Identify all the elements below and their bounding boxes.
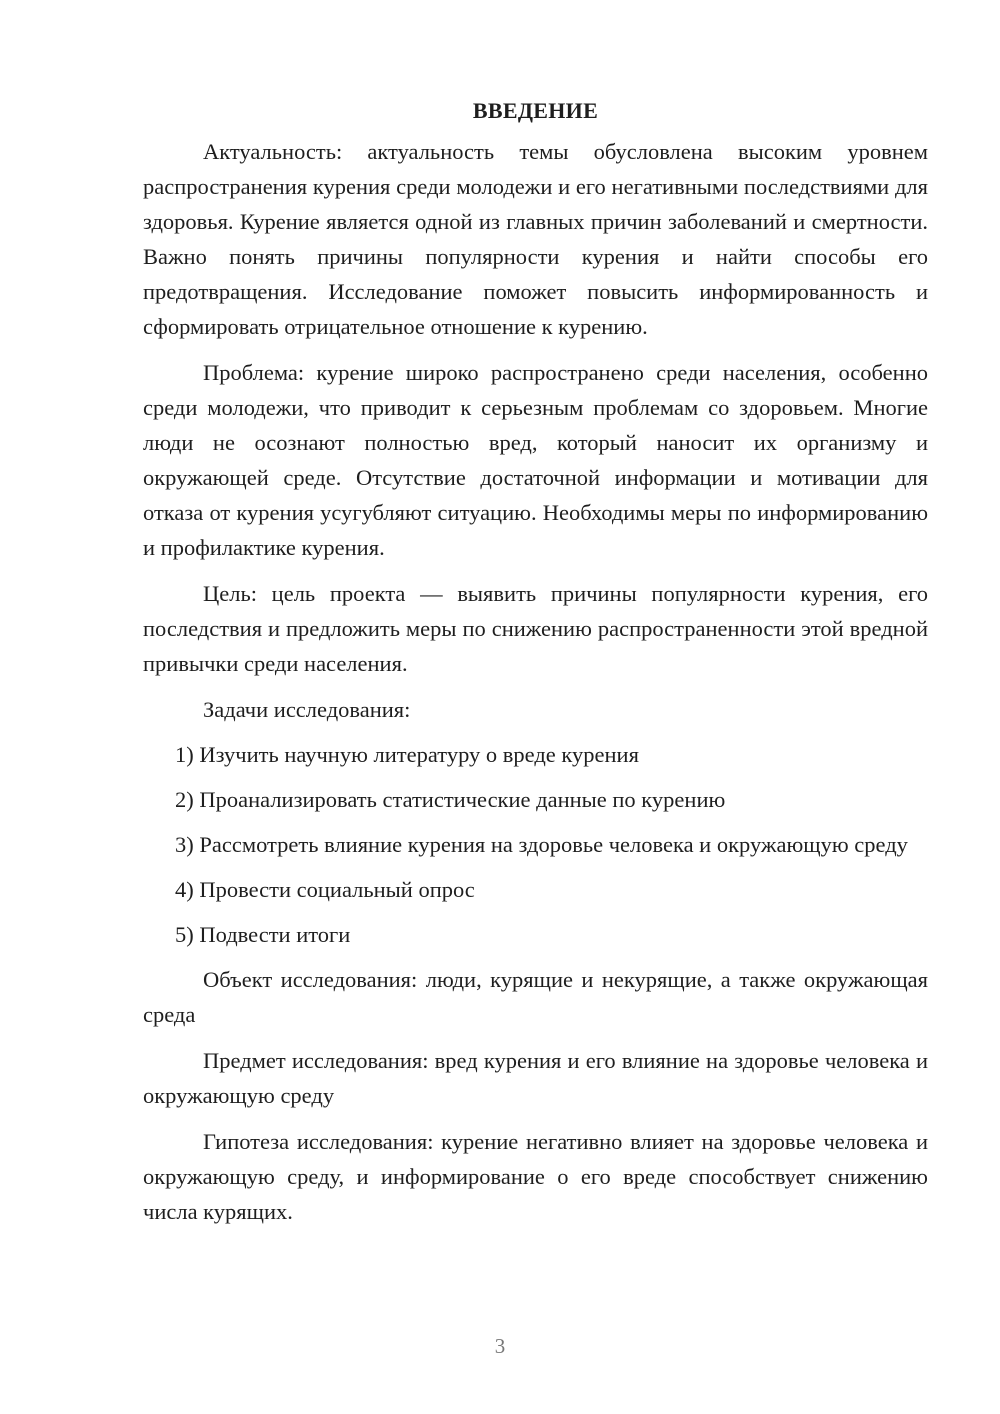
object-paragraph: Объект исследования: люди, курящие и некурящие, а также окружающая среда: [143, 967, 928, 1027]
section-heading: ВВЕДЕНИЕ: [472, 98, 599, 123]
subject-paragraph: Предмет исследования: вред курения и его влияние на здоровье человека и окружающую среду: [143, 1048, 928, 1108]
task-item-2: 2) Проанализировать статистические данные по курению: [175, 787, 726, 812]
document-page: [143, 96, 928, 1240]
task-item-3: 3) Рассмотреть влияние курения на здоровье человека и окружающую среду: [175, 832, 908, 857]
task-item-1: 1) Изучить научную литературу о вреде курения: [175, 742, 639, 767]
task-item-5: 5) Подвести итоги: [175, 922, 351, 947]
tasks-title: Задачи исследования:: [203, 697, 411, 722]
problem-paragraph: Проблема: курение широко распространено среди населения, особенно среди молодежи, что приводит к серьезным проблемам со здоровьем. Многие люди не осознают полностью вред, который наносит их организму и окружающей среде. Отсутствие достаточной информации и мотивации для отказа от курения усугубляют ситуацию. Необходимы меры по информированию и профилактике курения.: [143, 360, 928, 560]
goal-paragraph: Цель: цель проекта — выявить причины популярности курения, его последствия и предложить меры по снижению распространенности этой вредной привычки среди населения.: [143, 581, 928, 676]
relevance-paragraph: Актуальность: актуальность темы обусловлена высоким уровнем распространения курения среди молодежи и его негативными последствиями для здоровья. Курение является одной из главных причин заболеваний и смертности. Важно понять причины популярности курения и найти способы его предотвращения. Исследование поможет повысить информированность и сформировать отрицательное отношение к курению.: [143, 139, 928, 339]
page-number: 3: [494, 1334, 506, 1358]
task-item-4: 4) Провести социальный опрос: [175, 877, 475, 902]
hypothesis-paragraph: Гипотеза исследования: курение негативно влияет на здоровье человека и окружающую среду, и информирование о его вреде способствует снижению числа курящих.: [143, 1129, 928, 1224]
